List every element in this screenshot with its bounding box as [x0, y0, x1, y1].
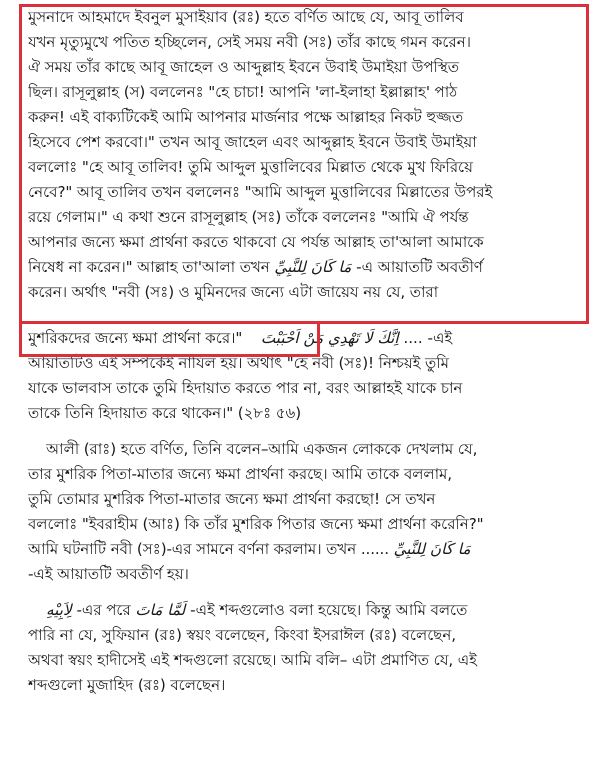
text-segment: মুশরিকদের জন্যে ক্ষমা প্রার্থনা করে।" — [28, 329, 243, 347]
text-line: তুমি তোমার মুশরিক পিতা-মাতার জন্যে ক্ষমা প্রার্থনা করছো! সে তখন — [28, 490, 436, 508]
arabic-quote: مَا كَانَ لِلنَّبِيِّ — [274, 258, 352, 276]
text-line: করুন! এই বাক্যটিকেই আমি আপনার মার্জনার পক্ষে আল্লাহর নিকট হুজ্জত — [28, 108, 464, 126]
text-line — [28, 538, 583, 560]
arabic-quote: اِنَّكَ لَا تَهْدِي مَنْ اَحْبَبْتَ — [260, 329, 399, 347]
text-line: আলী (রাঃ) হতে বর্ণিত, তিনি বলেন–আমি একজন লোককে দেখলাম যে, — [46, 440, 478, 458]
text-line: হিসেবে পেশ করবো।" তখন আবূ জাহেল এবং আব্দুল্লাহ ইবনে উবাই উমাইয়া — [28, 133, 477, 151]
text-line: যখন মৃত্যুমুখে পতিত হচ্ছিলেন, সেই সময় নবী (সঃ) তাঁর কাছে গমন করেন। — [28, 33, 471, 51]
text-segment: -এর পরে — [76, 601, 131, 619]
text-line: বললোঃ "হে আবূ তালিব! তুমি আব্দুল মুত্তালিবের মিল্লাত থেকে মুখ ফিরিয়ে — [28, 158, 473, 176]
text-line: ঐ সময় তাঁর কাছে আবূ জাহেল ও আব্দুল্লাহ ইবনে উবাই উমাইয়া উপস্থিত — [28, 58, 460, 76]
text-line: পারি না যে, সুফিয়ান (রঃ) স্বয়ং বলেছেন, কিংবা ইসরাঈল (রঃ) বলেছেন, — [28, 626, 456, 644]
ellipsis: ...... — [360, 540, 389, 558]
text-line: যাকে ভালবাস তাকে তুমি হিদায়াত করতে পার না, বরং আল্লাহই যাকে চান — [28, 379, 463, 397]
text-segment: -এই — [427, 329, 453, 347]
text-line: তার মুশরিক পিতা-মাতার জন্যে ক্ষমা প্রার্থনা করছে। আমি তাকে বললাম, — [28, 465, 452, 483]
text-line: আয়াতটিও এই সম্পর্কেই নাযিল হয়। অর্থাৎ "হে নবী (সঃ)! নিশ্চয়ই তুমি — [28, 354, 449, 372]
text-line — [28, 256, 583, 278]
arabic-quote: مَا كَانَ لِلنَّبِيِّ — [393, 540, 471, 558]
text-line: আপনার জন্যে ক্ষমা প্রার্থনা করতে থাকবো যে পর্যন্ত আল্লাহ তা'আলা আমাকে — [28, 233, 484, 251]
text-line: রয়ে গেলাম।" এ কথা শুনে রাসূলুল্লাহ (সঃ) তাঁকে বললেনঃ "আমি ঐ পর্যন্ত — [28, 208, 469, 226]
text-line: মুসনাদে আহমাদে ইবনুল মুসাইয়াব (রঃ) হতে বর্ণিত আছে যে, আবূ তালিব — [28, 8, 464, 26]
arabic-quote: لِاَبِيْهِ — [46, 601, 72, 619]
text-line: শব্দগুলো মুজাহিদ (রঃ) বলেছেন। — [28, 676, 226, 694]
text-segment: নিষেধ না করেন।" আল্লাহ তা'আলা তখন — [28, 258, 270, 276]
text-line: অথবা স্বয়ং হাদীসেই এই শব্দগুলো রয়েছে। আমি বলি– এটা প্রমাণিত যে, এই — [28, 651, 477, 669]
ellipsis: .... — [403, 329, 423, 347]
text-line: ছিল। রাসূলুল্লাহ (স) বললেনঃ "হে চাচা! আপনি 'লা-ইলাহা ইল্লাল্লাহ' পাঠ — [28, 83, 458, 101]
text-line: তাকে তিনি হিদায়াত করে থাকেন।" (২৮ঃ ৫৬) — [28, 404, 301, 422]
text-line: -এই আয়াতটি অবতীর্ণ হয়। — [28, 565, 189, 583]
text-line — [28, 327, 583, 349]
text-line: করেন। অর্থাৎ "নবী (সঃ) ও মুমিনদের জন্যে এটা জায়েয নয় যে, তারা — [28, 283, 438, 301]
text-segment: -এ আয়াতটি অবতীর্ণ — [356, 258, 483, 276]
text-line — [46, 599, 583, 621]
text-line: বললোঃ "ইবরাহীম (আঃ) কি তাঁর মুশরিক পিতার জন্যে ক্ষমা প্রার্থনা করেনি?" — [28, 515, 484, 533]
text-segment: -এই শব্দগুলোও বলা হয়েছে। কিন্তু আমি বলতে — [190, 601, 468, 619]
arabic-quote: لَمَّا مَاتَ — [135, 601, 186, 619]
text-segment: আমি ঘটনাটি নবী (সঃ)-এর সামনে বর্ণনা করলাম। তখন — [28, 540, 357, 558]
text-line: নেবে?" আবূ তালিব তখন বললেনঃ "আমি আব্দুল মুত্তালিবের মিল্লাতের উপরই — [28, 183, 493, 201]
